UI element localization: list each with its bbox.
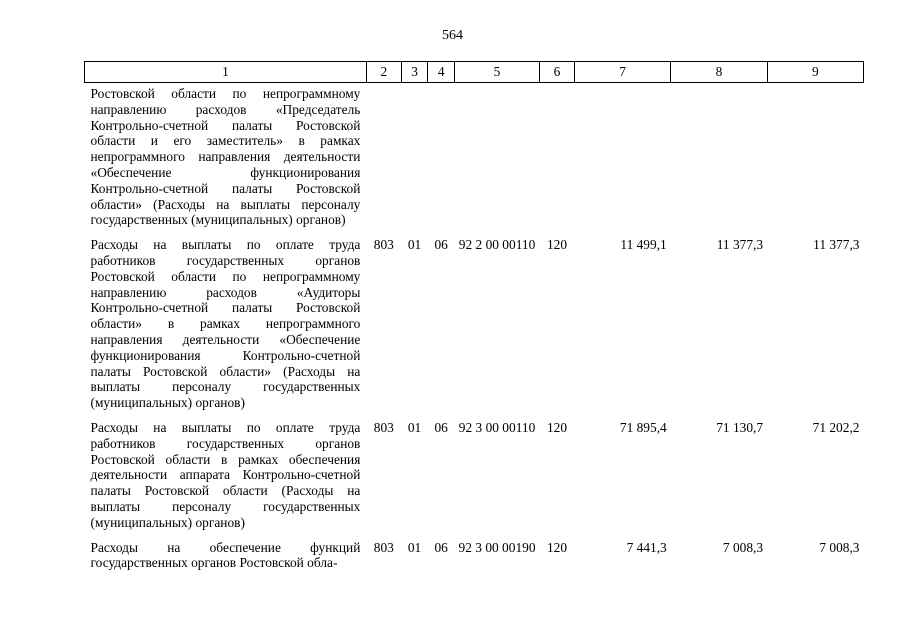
column-header-7: 7 xyxy=(574,62,670,83)
cell-amount-3: 7 008,3 xyxy=(819,539,860,555)
column-header-9: 9 xyxy=(767,62,863,83)
cell-amount-1: 7 441,3 xyxy=(626,539,667,555)
column-header-3: 3 xyxy=(401,62,428,83)
column-header-4: 4 xyxy=(428,62,455,83)
cell-target-article: 92 3 00 00110 xyxy=(458,419,536,435)
cell-amount-2: 11 377,3 xyxy=(716,237,764,253)
cell-amount-1 xyxy=(574,83,670,235)
cell-target-article: 92 3 00 00190 xyxy=(458,539,536,555)
cell-amount-3 xyxy=(767,83,863,235)
cell-amount-3: 71 202,2 xyxy=(812,419,860,435)
cell-ministry-code: 803 xyxy=(373,539,394,555)
cell-target-article xyxy=(455,83,540,235)
cell-section xyxy=(401,83,428,235)
cell-amount-1: 71 895,4 xyxy=(619,419,667,435)
cell-subsection: 06 xyxy=(434,539,448,555)
column-header-8: 8 xyxy=(671,62,767,83)
cell-subsection: 06 xyxy=(434,419,448,435)
cell-expense-type: 120 xyxy=(546,237,568,253)
table-row xyxy=(85,417,864,537)
cell-amount-3: 11 377,3 xyxy=(813,237,860,253)
cell-section: 01 xyxy=(407,539,422,555)
row-description: Расходы на обеспечение функций государственных органов Ростовской обла- xyxy=(90,539,361,571)
cell-ministry-code xyxy=(366,83,401,235)
cell-subsection: 06 xyxy=(434,237,448,253)
cell-amount-2 xyxy=(671,83,767,235)
table-header-row xyxy=(85,62,864,83)
table-row xyxy=(85,83,864,235)
table-row xyxy=(85,234,864,417)
cell-amount-1: 11 499,1 xyxy=(620,237,667,253)
cell-ministry-code: 803 xyxy=(373,419,394,435)
column-header-1: 1 xyxy=(85,62,367,83)
column-header-5: 5 xyxy=(455,62,540,83)
page-number: 564 xyxy=(442,28,463,43)
budget-table xyxy=(84,61,864,577)
row-description: Расходы на выплаты по оплате труда работников государственных органов Ростовской области в рамках обеспечения деятельности аппарата Контрольно-счетной палаты Ростовской области (Расходы на выплаты персоналу государственных (муниципальных) органов) xyxy=(90,419,361,530)
cell-ministry-code: 803 xyxy=(373,237,394,253)
row-description: Ростовской области по непрограммному направлению расходов «Председатель Контрольно-счетной палаты Ростовской области и его заместитель» в рамках непрограммного направления деятельности «Обеспечение функционирования Контрольно-счетной палаты Ростовской области» (Расходы на выплаты персоналу государственных (муниципальных) органов) xyxy=(90,86,361,228)
table-row xyxy=(85,537,864,578)
cell-amount-2: 7 008,3 xyxy=(722,539,764,555)
cell-subsection xyxy=(428,83,455,235)
cell-target-article: 92 2 00 00110 xyxy=(458,237,536,253)
cell-section: 01 xyxy=(407,237,422,253)
cell-expense-type xyxy=(540,83,575,235)
cell-expense-type: 120 xyxy=(546,539,568,555)
cell-amount-2: 71 130,7 xyxy=(716,419,764,435)
row-description: Расходы на выплаты по оплате труда работников государственных органов Ростовской области по непрограммному направлению расходов «Аудиторы Контрольно-счетной палаты Ростовской области» в рамках непрограммного направления деятельности «Обеспечение функционирования Контрольно-счетной палаты Ростовской области» (Расходы на выплаты персоналу государственных (муниципальных) органов) xyxy=(90,237,361,411)
column-header-6: 6 xyxy=(540,62,575,83)
cell-section: 01 xyxy=(407,419,422,435)
column-header-2: 2 xyxy=(366,62,401,83)
cell-expense-type: 120 xyxy=(546,419,568,435)
